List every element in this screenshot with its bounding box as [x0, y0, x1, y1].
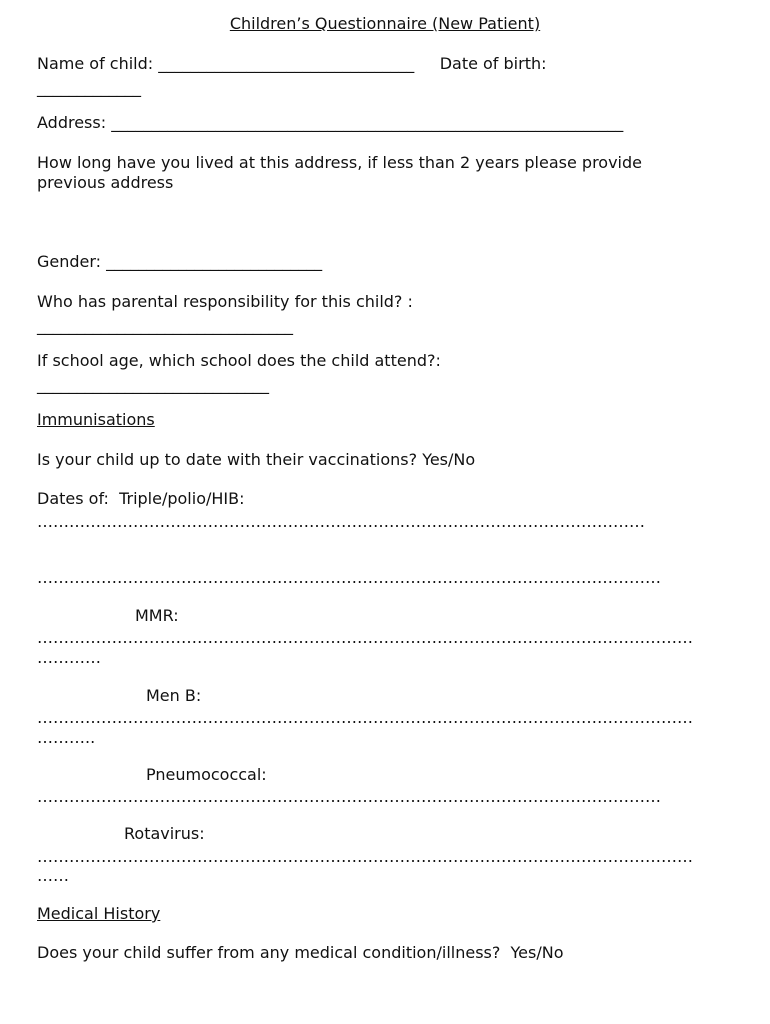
men-b-label: Men B:	[146, 686, 202, 705]
rotavirus-label: Rotavirus:	[124, 824, 205, 843]
name-of-child-field[interactable]: Name of child: ________________________________ Date of birth:	[37, 54, 547, 73]
mmr-dots[interactable]: ……………………………………………………………………………………………………………	[37, 628, 693, 647]
page-title: Children’s Questionnaire (New Patient)	[229, 14, 541, 33]
address-field[interactable]: Address: ________________________________________________________________	[37, 113, 624, 132]
mmr-dots-cont[interactable]: …………	[37, 648, 101, 667]
date-of-birth-field[interactable]: _____________	[37, 78, 141, 97]
parental-responsibility-question: Who has parental responsibility for this child? :	[37, 292, 413, 311]
school-question: If school age, which school does the child attend?:	[37, 351, 441, 370]
rotavirus-dots[interactable]: ……………………………………………………………………………………………………………	[37, 847, 693, 866]
immunisations-heading: Immunisations	[37, 410, 155, 429]
lived-duration-question: How long have you lived at this address, if less than 2 years please provide	[37, 153, 642, 172]
gender-field[interactable]: Gender: ___________________________	[37, 252, 323, 271]
medical-history-heading: Medical History	[37, 904, 161, 923]
vaccinations-up-to-date-question: Is your child up to date with their vaccinations? Yes/No	[37, 450, 476, 469]
men-b-dots[interactable]: ……………………………………………………………………………………………………………	[37, 708, 693, 727]
triple-polio-hib-dots-2[interactable]: ………………………………………………………………………………………………………	[37, 568, 661, 587]
school-field[interactable]: _____________________________	[37, 375, 269, 394]
men-b-dots-cont[interactable]: ………..	[37, 728, 96, 747]
mmr-label: MMR:	[135, 606, 179, 625]
pneumococcal-label: Pneumococcal:	[146, 765, 267, 784]
parental-responsibility-field[interactable]: ________________________________	[37, 316, 293, 335]
medical-condition-question: Does your child suffer from any medical condition/illness? Yes/No	[37, 943, 564, 962]
triple-polio-hib-dots-1[interactable]: ……………………………………………………………………………………………………	[37, 512, 645, 531]
triple-polio-hib-label: Dates of: Triple/polio/HIB:	[37, 489, 245, 508]
previous-address-label: previous address	[37, 173, 174, 192]
pneumococcal-dots[interactable]: ………………………………………………………………………………………………………	[37, 787, 661, 806]
rotavirus-dots-cont[interactable]: ……	[37, 866, 69, 885]
